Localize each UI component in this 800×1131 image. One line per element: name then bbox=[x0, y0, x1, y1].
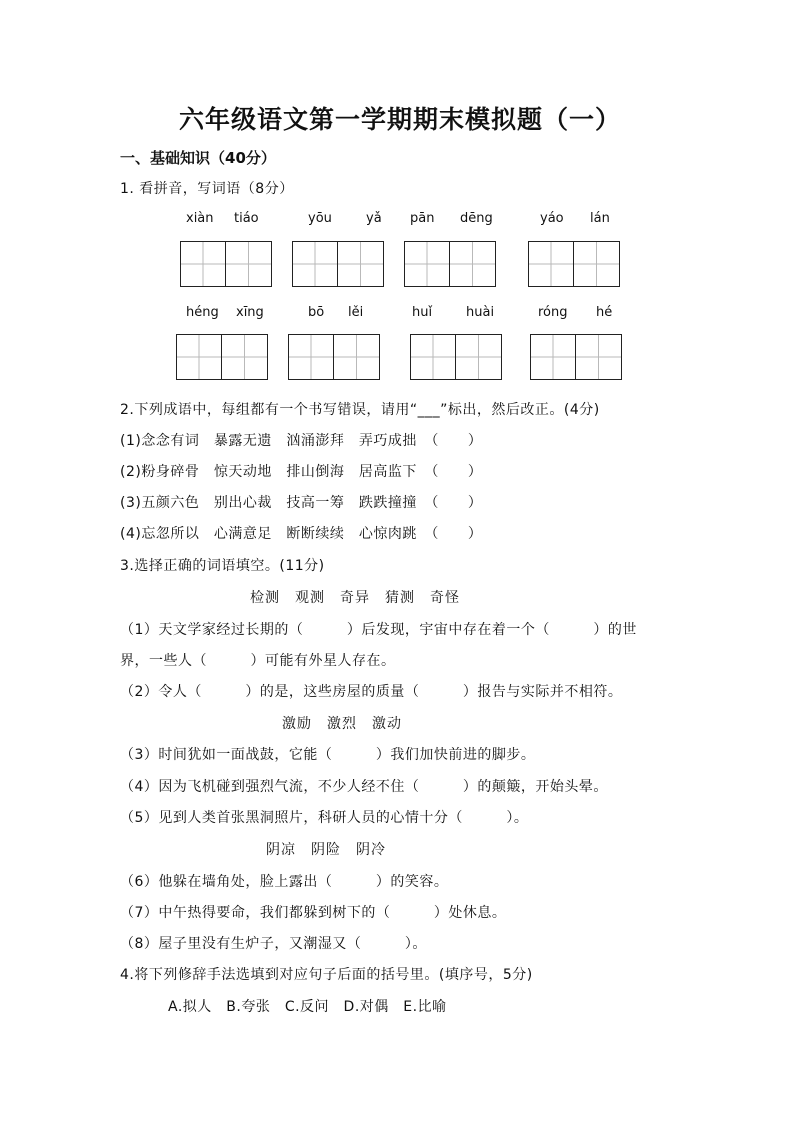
pinyin: lán bbox=[590, 211, 610, 226]
pinyin: xiàn bbox=[186, 211, 214, 226]
writing-box[interactable] bbox=[334, 334, 380, 380]
section-heading-basics: 一、基础知识（40分） bbox=[120, 149, 276, 167]
pinyin: huǐ bbox=[412, 305, 433, 320]
pinyin: pān bbox=[410, 211, 435, 226]
writing-box[interactable] bbox=[574, 241, 620, 287]
pinyin: róng bbox=[538, 305, 568, 320]
q3-sentence: 界，一些人（ ）可能有外星人存在。 bbox=[120, 653, 396, 669]
q3-sentence: （5）见到人类首张黑洞照片，科研人员的心情十分（ ）。 bbox=[120, 810, 529, 826]
pinyin: bō bbox=[308, 305, 325, 320]
pinyin: tiáo bbox=[234, 211, 259, 226]
word-bank: 阴凉 阴险 阴冷 bbox=[266, 842, 386, 858]
writing-box[interactable] bbox=[456, 334, 502, 380]
writing-box[interactable] bbox=[338, 241, 384, 287]
q2-heading: 2.下列成语中，每组都有一个书写错误，请用“___”标出，然后改正。(4分) bbox=[120, 402, 600, 418]
writing-box[interactable] bbox=[404, 241, 450, 287]
q4-heading: 4.将下列修辞手法选填到对应句子后面的括号里。(填序号，5分) bbox=[120, 967, 533, 983]
q3-sentence: （6）他躲在墙角处，脸上露出（ ）的笑容。 bbox=[120, 874, 449, 890]
writing-box[interactable] bbox=[410, 334, 456, 380]
q3-sentence: （8）屋子里没有生炉子，又潮湿又（ ）。 bbox=[120, 936, 427, 952]
writing-box[interactable] bbox=[226, 241, 272, 287]
pinyin: héng bbox=[186, 305, 219, 320]
pinyin: hé bbox=[596, 305, 613, 320]
word-bank: 激励 激烈 激动 bbox=[282, 716, 402, 732]
pinyin: dēng bbox=[460, 211, 493, 226]
q3-sentence: （7）中午热得要命，我们都躲到树下的（ ）处休息。 bbox=[120, 905, 507, 921]
writing-box[interactable] bbox=[222, 334, 268, 380]
pinyin: huài bbox=[466, 305, 495, 320]
writing-box[interactable] bbox=[528, 241, 574, 287]
writing-box[interactable] bbox=[292, 241, 338, 287]
q2-item: (3)五颜六色 别出心裁 技高一筹 跌跌撞撞 （ ） bbox=[120, 495, 483, 511]
writing-box[interactable] bbox=[450, 241, 496, 287]
writing-box[interactable] bbox=[530, 334, 576, 380]
q2-item: (1)念念有词 暴露无遗 汹涌澎拜 弄巧成拙 （ ） bbox=[120, 433, 483, 449]
writing-box[interactable] bbox=[576, 334, 622, 380]
q3-heading: 3.选择正确的词语填空。(11分) bbox=[120, 558, 325, 574]
q2-item: (4)忘忽所以 心满意足 断断续续 心惊肉跳 （ ） bbox=[120, 526, 483, 542]
pinyin: xīng bbox=[236, 305, 264, 320]
writing-box[interactable] bbox=[288, 334, 334, 380]
pinyin: yǎ bbox=[366, 211, 382, 226]
page-title: 六年级语文第一学期期末模拟题（一） bbox=[178, 105, 621, 134]
q1-heading: 1. 看拼音，写词语（8分） bbox=[120, 181, 294, 197]
writing-box[interactable] bbox=[176, 334, 222, 380]
pinyin: yáo bbox=[540, 211, 564, 226]
q3-sentence: （4）因为飞机碰到强烈气流，不少人经不住（ ）的颠簸，开始头晕。 bbox=[120, 779, 608, 795]
q3-sentence: （2）令人（ ）的是，这些房屋的质量（ ）报告与实际并不相符。 bbox=[120, 684, 623, 700]
word-bank: 检测 观测 奇异 猜测 奇怪 bbox=[250, 590, 460, 606]
pinyin: lěi bbox=[348, 305, 364, 320]
pinyin: yōu bbox=[308, 211, 332, 226]
q2-item: (2)粉身碎骨 惊天动地 排山倒海 居高监下 （ ） bbox=[120, 464, 483, 480]
writing-box[interactable] bbox=[180, 241, 226, 287]
q4-options: A.拟人 B.夸张 C.反问 D.对偶 E.比喻 bbox=[168, 999, 447, 1015]
q3-sentence: （3）时间犹如一面战鼓，它能（ ）我们加快前进的脚步。 bbox=[120, 747, 536, 763]
q3-sentence: （1）天文学家经过长期的（ ）后发现，宇宙中存在着一个（ ）的世 bbox=[120, 622, 637, 638]
